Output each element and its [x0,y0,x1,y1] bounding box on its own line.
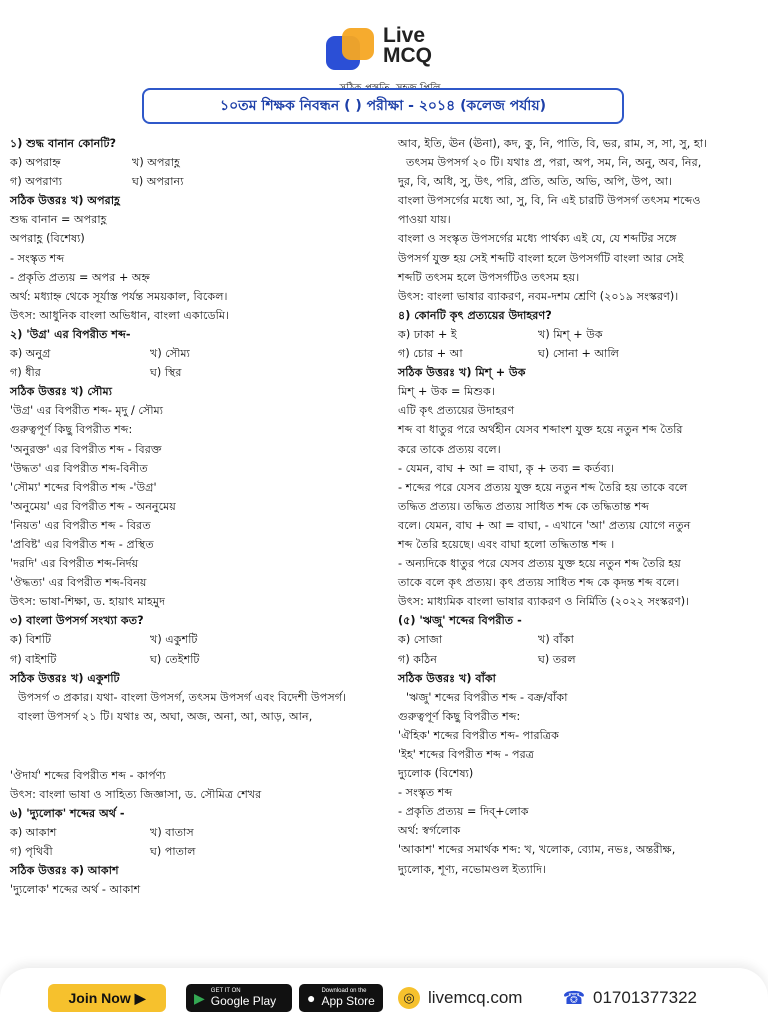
explanation-line: - প্রকৃতি প্রত্যয় = অপর + অহ্ন [10,270,150,284]
option: ক) অনুগ্র [10,347,51,361]
explanation-line: উৎস: বাংলা ভাষার ব্যাকরণ, নবম-দশম শ্রেণি (২০১৯ সংস্করণ)। [398,289,679,303]
page-title: ১০তম শিক্ষক নিবন্ধন ( ) পরীক্ষা - ২০১৪ (কলেজ পর্যায়) [142,88,624,124]
question-2: ২) 'উগ্র' এর বিপরীত শব্দ- [10,327,131,341]
explanation-line: 'ঔদ্ধত্য' এর বিপরীত শব্দ-বিনয় [10,576,147,590]
explanation-line: বাংলা ও সংস্কৃত উপসর্গের মধ্যে পার্থক্য এই যে, যে শব্দটির সঙ্গে [398,232,677,246]
join-now-label: Join Now [68,990,131,1006]
explanation-line: - যেমন, বাঘ + আ = বাঘা, কৃ + তব্য = কর্তব্য। [398,461,615,475]
option: ক) সোজা [398,633,443,647]
option: খ) একুশটি [150,633,198,647]
explanation-line: উৎস: ভাষা-শিক্ষা, ড. হায়াৎ মাহমুদ [10,595,165,609]
explanation-line: উপসর্গ যুক্ত হয় সেই শব্দটি বাংলা হলে উপসর্গটি বাংলা আর সেই [398,251,684,265]
answer: সঠিক উত্তরঃ খ) সৌম্য [10,385,112,399]
explanation-line: গুরুত্বপূর্ণ কিছু বিপরীত শব্দ: [398,709,521,723]
explanation-line: উৎস: মাধ্যমিক বাংলা ভাষার ব্যাকরণ ও নির্মিতি (২০২২ সংস্করণ)। [398,595,690,609]
apple-icon: ● [307,990,316,1006]
explanation-line: - শব্দের পরে যেসব প্রত্যয় যুক্ত হয়ে নতুন শব্দ তৈরি হয় তাকে বলে [398,480,688,494]
app-store-button[interactable] [299,984,383,1012]
globe-icon: ◎ [398,987,420,1009]
explanation-line: 'দ্যুলোক' শব্দের অর্থ - আকাশ [10,883,141,897]
question-1: ১) শুদ্ধ বানান কোনটি? [10,137,117,150]
right-column [398,134,758,879]
options-row [10,842,382,861]
question-5: (৫) 'ঋজু' শব্দের বিপরীত - [398,614,522,628]
play-arrow-icon: ▶ [134,989,146,1006]
explanation-line: উপসর্গ ৩ প্রকার। যথা- বাংলা উপসর্গ, তৎসম উপসর্গ এবং বিদেশী উপসর্গ। [18,690,347,704]
explanation-line: দ্যুলোক (বিশেষ্য) [398,767,474,781]
explanation-line: বলে। যেমন, বাঘ + আ = বাঘা, - এখানে 'আ' প্রত্যয় যোগে নতুন [398,518,691,532]
explanation-line: 'নিয়ত' এর বিপরীত শব্দ - বিরত [10,518,151,532]
option: ঘ) তেইশটি [150,652,200,666]
explanation-line: উৎস: বাংলা ভাষা ও সাহিত্য জিজ্ঞাসা, ড. সৌমিত্র শেখর [10,788,262,801]
explanation-line: অপরাহ্ণ (বিশেষ্য) [10,232,85,246]
explanation-line: শব্দ বা ধাতুর পরে অর্থহীন যেসব শব্দাংশ যুক্ত হয়ে নতুন শব্দ তৈরি [398,423,683,437]
left-column [10,134,382,900]
website-label: livemcq.com [428,988,523,1007]
explanation-line: 'ঐহিক' শব্দের বিপরীত শব্দ- পারত্রিক [398,728,559,742]
explanation-line: অর্থ: স্বর্গলোক [398,824,461,838]
explanation-line: 'অনুমেয়' এর বিপরীত শব্দ - অননুমেয় [10,499,176,513]
explanation-line: তাকে বলে কৃৎ প্রত্যয়। কৃৎ প্রত্যয় সাধিত শব্দ কে কৃদন্ত শব্দ বলে। [398,576,680,590]
option: গ) ধীর [10,366,41,380]
explanation-line: দ্যুলোক, শূণ্য, নভোমণ্ডল ইত্যাদি। [398,862,547,876]
footer-bar [0,968,768,1024]
option: ঘ) তরল [538,652,576,666]
explanation-line: অর্থ: মধ্যাহ্ন থেকে সূর্যাস্ত পর্যন্ত সময়কাল, বিকেল। [10,289,228,303]
question-3: ৩) বাংলা উপসর্গ সংখ্যা কত? [10,614,144,628]
app-store-small-label: Download on the [321,988,367,994]
explanation-line: শব্দটি তৎসম হলে উপসর্গটিও তৎসম হয়। [398,270,580,284]
option: খ) অপরাহ্ণ [132,156,180,170]
phone-link[interactable] [563,984,697,1012]
option: ক) বিশটি [10,633,52,647]
google-play-icon: ▶ [194,989,205,1006]
explanation-line: 'প্রবিষ্ট' এর বিপরীত শব্দ - প্রস্থিত [10,537,154,551]
app-store-label: App Store [321,994,375,1008]
explanation-line: 'দরদি' এর বিপরীত শব্দ-নির্দয় [10,557,139,571]
option: গ) অপরাণ্য [10,175,62,189]
google-play-label: Google Play [210,994,277,1008]
options-row [10,344,382,363]
explanation-line: তদ্ধিত প্রত্যয়। তদ্ধিত প্রত্যয় সাধিত শব্দ কে তদ্ধিতান্ত শব্দ [398,499,649,513]
options-row [10,823,382,842]
google-play-button[interactable] [186,984,292,1012]
option: খ) মিশ্ + উক [538,327,603,341]
explanation-line: - সংস্কৃত শব্দ [10,251,65,265]
options-row [398,630,758,649]
question-4: ৪) কোনটি কৃৎ প্রত্যয়ের উদাহরণ? [398,308,552,322]
explanation-line: 'অনুরক্ত' এর বিপরীত শব্দ - বিরক্ত [10,442,162,456]
answer: সঠিক উত্তরঃ খ) মিশ্ + উক [398,366,526,380]
answer: সঠিক উত্তরঃ খ) বাঁকা [398,671,496,685]
option: গ) চোর + আ [398,347,463,361]
explanation-line: - প্রকৃতি প্রত্যয় = দিব্+লোক [398,805,529,819]
options-row [398,650,758,669]
option: খ) সৌম্য [150,347,190,361]
options-row [398,325,758,344]
option: ক) অপরাহ্ন [10,156,61,170]
explanation-line: বাংলা উপসর্গের মধ্যে আ, সু, বি, নি এই চারটি উপসর্গ তৎসম শব্দেও [398,194,701,208]
explanation-line: বাংলা উপসর্গ ২১ টি। যথাঃ অ, অঘা, অজ, অনা, আ, আড়, আন, [18,709,313,723]
explanation-line: উৎস: আধুনিক বাংলা অভিধান, বাংলা একাডেমি। [10,308,230,322]
option: গ) পৃথিবী [10,845,53,859]
explanation-line: - সংস্কৃত শব্দ [398,786,453,800]
website-link[interactable] [398,984,522,1012]
explanation-line: 'ঋজু' শব্দের বিপরীত শব্দ - বক্র/বাঁকা [406,690,568,704]
option: গ) বাইশটি [10,652,57,666]
google-play-small-label: GET IT ON [210,988,241,994]
phone-label: 01701377322 [593,988,698,1007]
options-row [10,630,382,649]
option: খ) বাতাস [150,826,194,840]
explanation-line: 'উদ্ধত' এর বিপরীত শব্দ-বিনীত [10,461,148,475]
options-row [10,172,382,191]
explanation-line: শুদ্ধ বানান = অপরাহ্ণ [10,213,107,227]
explanation-line: আব, ইতি, ঊন (ঊনা), কদ, কু, নি, পাতি, বি, ভর, রাম, স, সা, সু, হা। [398,137,707,150]
explanation-line: 'ঔদার্য' শব্দের বিপরীত শব্দ - কার্পণ্য [10,768,166,782]
option: গ) কঠিন [398,652,437,666]
options-row [10,153,382,172]
option: ঘ) স্থির [150,366,182,380]
explanation-line: করে তাকে প্রত্যয় বলে। [398,442,501,456]
option: ক) আকাশ [10,826,57,840]
explanation-line: - অন্যদিকে ধাতুর পরে যেসব প্রত্যয় যুক্ত হয়ে নতুন শব্দ তৈরি হয় [398,557,681,571]
answer: সঠিক উত্তরঃ খ) অপরাহ্ণ [10,194,120,208]
explanation-line: 'আকাশ' শব্দের সমার্থক শব্দ: খ, খলোক, ব্যোম, নভঃ, অন্তরীক্ষ, [398,843,676,857]
join-now-button[interactable] [48,984,166,1012]
brand-name [383,26,432,66]
brand-name-line2: MCQ [383,44,432,67]
option: ঘ) সোনা + আলি [538,347,619,361]
explanation-line: পাওয়া যায়। [398,213,451,227]
options-row [10,650,382,669]
explanation-line: 'ইহ' শব্দের বিপরীত শব্দ - পরত্র [398,748,535,761]
brand-name-line1: Live [383,24,426,47]
explanation-line: 'সৌম্য' শব্দের বিপরীত শব্দ -'উগ্র' [10,480,157,494]
question-6: ৬) 'দ্যুলোক' শব্দের অর্থ - [10,807,125,821]
explanation-line: 'উগ্র' এর বিপরীত শব্দ- মৃদু / সৌম্য [10,404,163,418]
answer: সঠিক উত্তরঃ ক) আকাশ [10,864,119,878]
explanation-line: দুর, বি, অধি, সু, উৎ, পরি, প্রতি, অতি, অভি, অপি, উপ, আ। [398,175,673,189]
explanation-line: এটি কৃৎ প্রত্যয়ের উদাহরণ [398,404,515,418]
brand-logo [0,18,768,88]
option: ক) ঢাকা + ই [398,327,457,341]
explanation-line: শব্দ তৈরি হয়েছে। এবং বাঘা হলো তদ্ধিতান্ত শব্দ । [398,537,615,551]
option: ঘ) পাতাল [150,845,196,859]
answer: সঠিক উত্তরঃ খ) একুশটি [10,671,120,685]
logo-mark-icon [326,28,378,72]
explanation-line: মিশ্ + উক = মিশুক। [398,385,495,399]
options-row [398,344,758,363]
options-row [10,363,382,382]
explanation-line: তৎসম উপসর্গ ২০ টি। যথাঃ প্র, পরা, অপ, সম, নি, অনু, অব, নির, [406,156,702,170]
option: খ) বাঁকা [538,633,574,647]
support-agent-icon: ☎ [562,987,586,1008]
explanation-line: গুরুত্বপূর্ণ কিছু বিপরীত শব্দ: [10,423,133,437]
option: ঘ) অপরান্য [132,175,184,189]
